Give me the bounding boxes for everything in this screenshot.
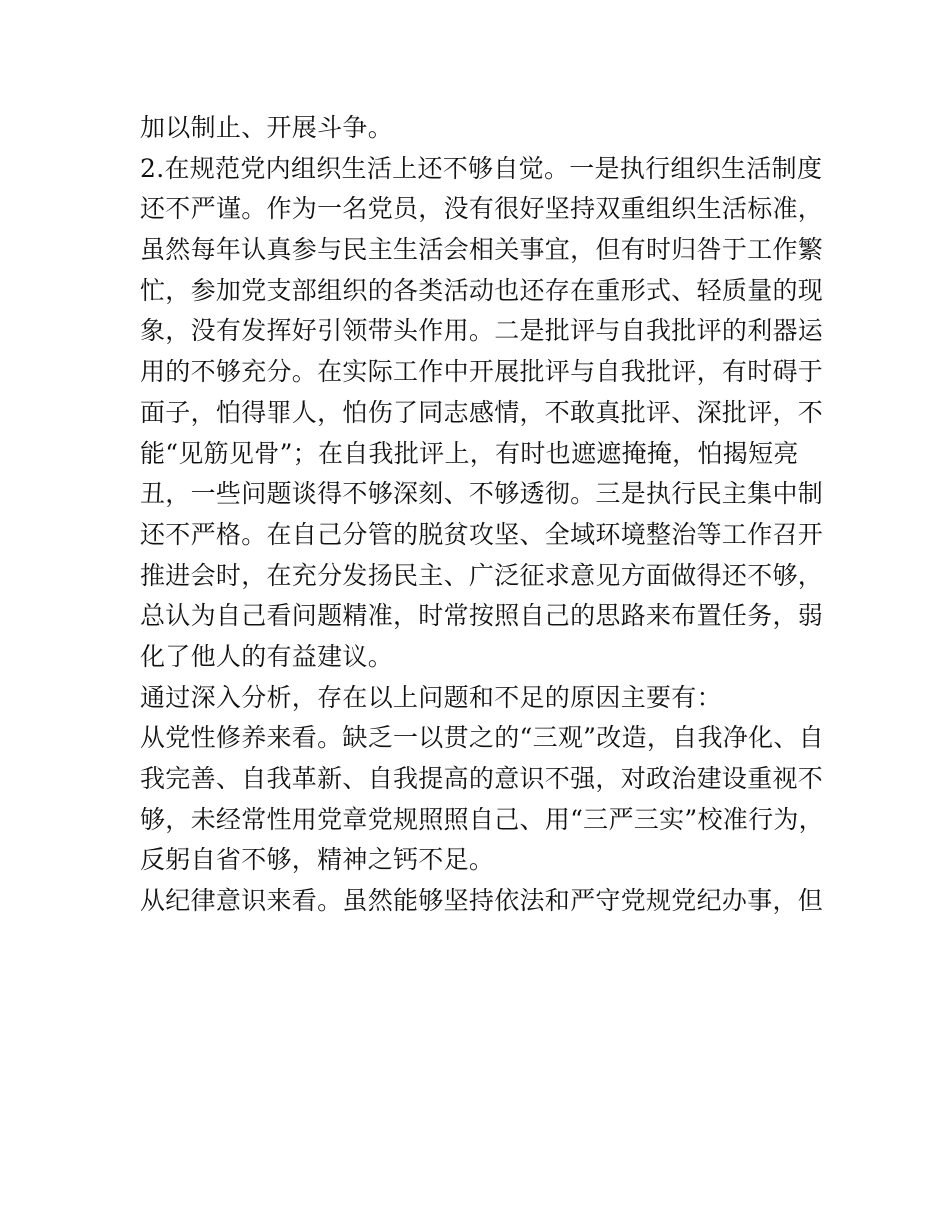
- text-line: 通过深入分析，存在以上问题和不足的原因主要有：: [140, 682, 722, 712]
- text-line: 忙，参加党支部组织的各类活动也还存在重形式、轻质量的现: [140, 275, 824, 305]
- text-line: 我完善、自我革新、自我提高的意识不强，对政治建设重视不: [140, 764, 824, 793]
- text-line: 化了他人的有益建议。: [140, 641, 394, 671]
- text-line: 够，未经常性用党章党规照照自己、用“三严三实”校准行为，: [140, 804, 824, 834]
- text-line: 用的不够充分。在实际工作中开展批评与自我批评，有时碍于: [140, 357, 824, 387]
- text-line: 面子，怕得罪人，怕伤了同志感情，不敢真批评、深批评，不: [140, 397, 824, 427]
- text-line: 还不严谨。作为一名党员，没有很好坚持双重组织生活标准，: [140, 194, 824, 224]
- text-line: 反躬自省不够，精神之钙不足。: [140, 845, 495, 875]
- text-line: 象，没有发挥好引领带头作用。二是批评与自我批评的利器运: [140, 316, 824, 346]
- text-line: 总认为自己看问题精准，时常按照自己的思路来布置任务，弱: [140, 601, 824, 631]
- text-line: 还不严格。在自己分管的脱贫攻坚、全域环境整治等工作召开: [140, 519, 824, 549]
- text-line: 推进会时，在充分发扬民主、广泛征求意见方面做得还不够，: [140, 560, 824, 590]
- text-line: 丑，一些问题谈得不够深刻、不够透彻。三是执行民主集中制: [140, 479, 824, 509]
- text-line: 加以制止、开展斗争。: [140, 113, 394, 142]
- text-line: 能“见筋见骨”；在自我批评上，有时也遮遮掩掩，怕揭短亮: [140, 438, 799, 468]
- text-line: 2.在规范党内组织生活上还不够自觉。一是执行组织生活制度: [140, 153, 823, 183]
- document-body: [140, 108, 824, 922]
- text-line: 从党性修养来看。缺乏一以贯之的“三观”改造，自我净化、自: [140, 723, 824, 753]
- text-line: 虽然每年认真参与民主生活会相关事宜，但有时归咎于工作繁: [140, 235, 824, 265]
- text-line: 从纪律意识来看。虽然能够坚持依法和严守党规党纪办事，但: [140, 886, 824, 916]
